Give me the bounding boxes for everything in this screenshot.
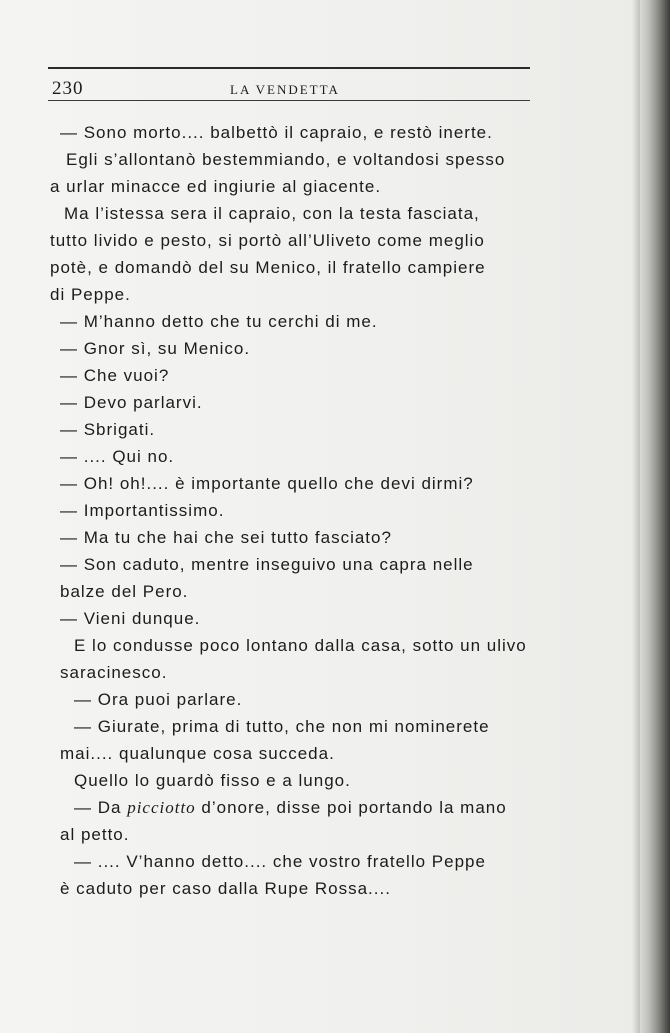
text-line: — Vieni dunque.: [60, 609, 201, 628]
text-line: — Importantissimo.: [60, 501, 225, 520]
text-line: è caduto per caso dalla Rupe Rossa....: [60, 879, 391, 898]
text-line: potè, e domandò del su Menico, il fratello campiere: [50, 258, 486, 277]
text-line: — Ma tu che hai che sei tutto fasciato?: [60, 528, 392, 547]
text-line: al petto.: [60, 825, 130, 844]
text-run: d’onore, disse poi portando la mano: [195, 798, 507, 817]
running-title: LA VENDETTA: [230, 82, 340, 97]
text-line: — M’hanno detto che tu cerchi di me.: [60, 312, 378, 331]
text-line: di Peppe.: [50, 285, 131, 304]
text-line: saracinesco.: [60, 663, 168, 682]
text-line: E lo condusse poco lontano dalla casa, sotto un ulivo: [74, 636, 527, 655]
text-line: — Che vuoi?: [60, 366, 170, 385]
text-line: Egli s’allontanò bestemmiando, e voltandosi spesso: [66, 150, 506, 169]
page-number: 230: [52, 78, 84, 99]
text-line: — Giurate, prima di tutto, che non mi nominerete: [74, 717, 490, 736]
italic-word: picciotto: [127, 798, 196, 817]
text-line: a urlar minacce ed ingiurie al giacente.: [50, 177, 382, 196]
text-line: — Sono morto.... balbettò il capraio, e restò inerte.: [60, 123, 493, 142]
text-line: — Sbrigati.: [60, 420, 156, 439]
text-line: — Ora puoi parlare.: [74, 690, 243, 709]
text-line: tutto livido e pesto, si portò all’Uliveto come meglio: [50, 231, 485, 250]
page-gutter-shadow: [632, 0, 640, 1033]
text-run: — Da: [74, 798, 128, 817]
text-line: Ma l’istessa sera il capraio, con la testa fasciata,: [64, 204, 480, 223]
text-line: balze del Pero.: [60, 582, 189, 601]
page-header: [52, 76, 530, 98]
text-line: [74, 795, 507, 821]
text-line: — .... V’hanno detto.... che vostro fratello Peppe: [74, 852, 486, 871]
text-line: — Oh! oh!.... è importante quello che devi dirmi?: [60, 474, 474, 493]
text-line: — Son caduto, mentre inseguivo una capra nelle: [60, 555, 474, 574]
book-spine: [640, 0, 670, 1033]
text-line: mai.... qualunque cosa succeda.: [60, 744, 335, 763]
header-rule-top: [48, 67, 530, 69]
text-line: Quello lo guardò fisso e a lungo.: [74, 771, 351, 790]
text-line: — Devo parlarvi.: [60, 393, 203, 412]
text-line: — .... Qui no.: [60, 447, 175, 466]
header-rule-bottom: [48, 100, 530, 101]
text-line: — Gnor sì, su Menico.: [60, 339, 251, 358]
